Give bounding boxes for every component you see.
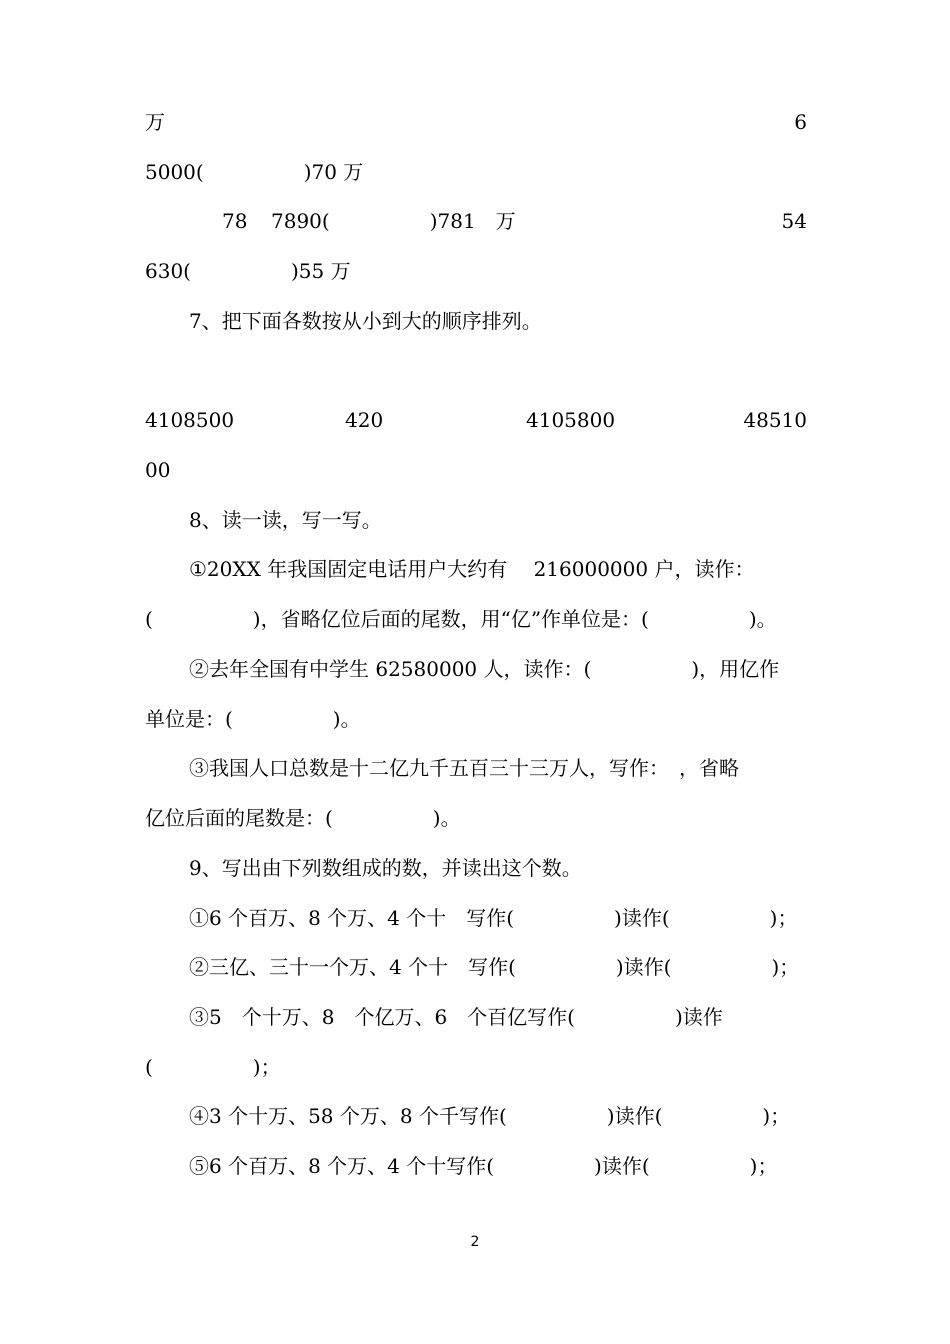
line-14: 亿位后面的尾数是：( )。: [145, 806, 461, 830]
line-12: 单位是：( )。: [145, 707, 361, 731]
question-9: 9、写出由下列数组成的数，并读出这个数。: [189, 856, 582, 880]
line-9: ①20XX 年我国固定电话用户大约有 216000000 户，读作：: [189, 557, 755, 581]
line-16: ①6 个百万、8 个万、4 个十 写作( )读作( )；: [189, 906, 798, 930]
page-number: 2: [470, 1234, 480, 1250]
line-1-right: 6: [794, 110, 807, 134]
line-6: [145, 405, 807, 435]
line-1: [145, 107, 807, 137]
line-4: 630( )55 万: [145, 259, 351, 283]
line-7: 00: [145, 458, 171, 482]
line-1-left: 万: [145, 110, 165, 134]
line-2: 5000( )70 万: [145, 160, 364, 184]
question-8: 8、读一读，写一写。: [189, 508, 382, 532]
line-10: ( )，省略亿位后面的尾数，用“亿”作单位是：( )。: [145, 607, 777, 631]
number-b: 420: [345, 408, 384, 432]
line-3-b: 7890( )781 万: [271, 209, 516, 233]
line-17: ②三亿、三十一个万、4 个十 写作( )读作( )；: [189, 955, 800, 979]
line-11: ②去年全国有中学生 62580000 人，读作：( )，用亿作: [189, 657, 780, 681]
line-20: ④3 个十万、58 个万、8 个千写作( )读作( )；: [189, 1104, 791, 1128]
line-3-right: 54: [781, 209, 807, 233]
question-7: 7、把下面各数按从小到大的顺序排列。: [189, 309, 542, 333]
line-21: ⑤6 个百万、8 个万、4 个十写作( )读作( )；: [189, 1154, 778, 1178]
line-19: ( )；: [145, 1055, 281, 1079]
line-3: [145, 206, 807, 236]
number-c: 4105800: [526, 408, 616, 432]
number-d: 48510: [743, 408, 807, 432]
line-18: ③5 个十万、8 个亿万、6 个百亿写作( )读作: [189, 1005, 723, 1029]
number-a: 4108500: [145, 408, 235, 432]
line-3-a: 78: [222, 209, 248, 233]
line-13: ③我国人口总数是十二亿九千五百三十三万人，写作： ，省略: [189, 756, 739, 780]
